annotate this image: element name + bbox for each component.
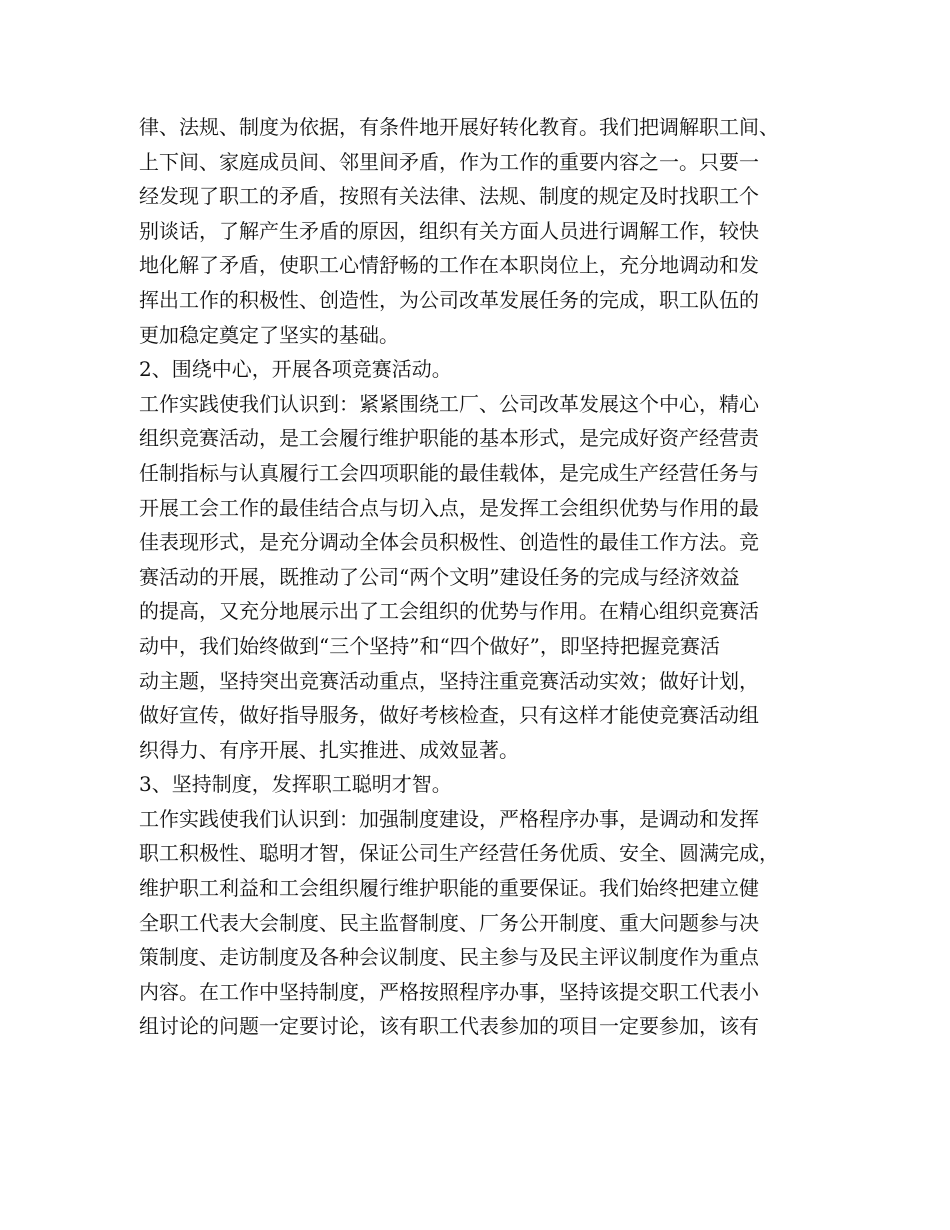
text-line: 动主题，坚持突出竞赛活动重点，坚持注重竞赛活动实效；做好计划， <box>139 668 759 693</box>
text-line: 工作实践使我们认识到：紧紧围绕工厂、公司改革发展这个中心，精心 <box>139 391 759 416</box>
text-line: 组织竞赛活动，是工会履行维护职能的基本形式，是完成好资产经营责 <box>139 426 759 451</box>
text-line: 开展工会工作的最佳结合点与切入点，是发挥工会组织优势与作用的最 <box>139 495 759 520</box>
text-line: 全职工代表大会制度、民主监督制度、厂务公开制度、重大问题参与决 <box>139 910 759 935</box>
text-line: 职工积极性、聪明才智，保证公司生产经营任务优质、安全、圆满完成， <box>139 841 779 866</box>
document-body <box>139 110 829 1044</box>
section-heading: 2、围绕中心，开展各项竞赛活动。 <box>139 357 452 382</box>
text-line: 经发现了职工的矛盾，按照有关法律、法规、制度的规定及时找职工个 <box>139 184 759 209</box>
text-line: 策制度、走访制度及各种会议制度、民主参与及民主评议制度作为重点 <box>139 945 759 970</box>
text-line: 做好宣传，做好指导服务，做好考核检查，只有这样才能使竞赛活动组 <box>139 703 759 728</box>
text-line: 织得力、有序开展、扎实推进、成效显著。 <box>139 737 519 762</box>
text-line: 挥出工作的积极性、创造性，为公司改革发展任务的完成，职工队伍的 <box>139 287 759 312</box>
text-line: 地化解了矛盾，使职工心情舒畅的工作在本职岗位上，充分地调动和发 <box>139 253 759 278</box>
text-line: 律、法规、制度为依据，有条件地开展好转化教育。我们把调解职工间、 <box>139 115 779 139</box>
text-line: 赛活动的开展，既推动了公司“两个文明”建设任务的完成与经济效益 <box>139 564 740 589</box>
text-line: 工作实践使我们认识到：加强制度建设，严格程序办事，是调动和发挥 <box>139 806 759 831</box>
text-line: 动中，我们始终做到“三个坚持”和“四个做好”，即坚持把握竞赛活 <box>139 633 720 658</box>
text-line: 更加稳定奠定了坚实的基础。 <box>139 322 399 347</box>
text-line: 组讨论的问题一定要讨论，该有职工代表参加的项目一定要参加，该有 <box>139 1014 759 1039</box>
text-line: 佳表现形式，是充分调动全体会员积极性、创造性的最佳工作方法。竞 <box>139 530 759 555</box>
section-heading: 3、坚持制度，发挥职工聪明才智。 <box>139 772 452 797</box>
text-line: 维护职工利益和工会组织履行维护职能的重要保证。我们始终把建立健 <box>139 876 759 901</box>
text-line: 任制指标与认真履行工会四项职能的最佳载体，是完成生产经营任务与 <box>139 460 759 485</box>
text-line: 别谈话，了解产生矛盾的原因，组织有关方面人员进行调解工作，较快 <box>139 218 759 243</box>
text-line: 的提高，又充分地展示出了工会组织的优势与作用。在精心组织竞赛活 <box>139 599 759 624</box>
text-line: 内容。在工作中坚持制度，严格按照程序办事，坚持该提交职工代表小 <box>139 979 759 1004</box>
text-line: 上下间、家庭成员间、邻里间矛盾，作为工作的重要内容之一。只要一 <box>139 149 759 174</box>
